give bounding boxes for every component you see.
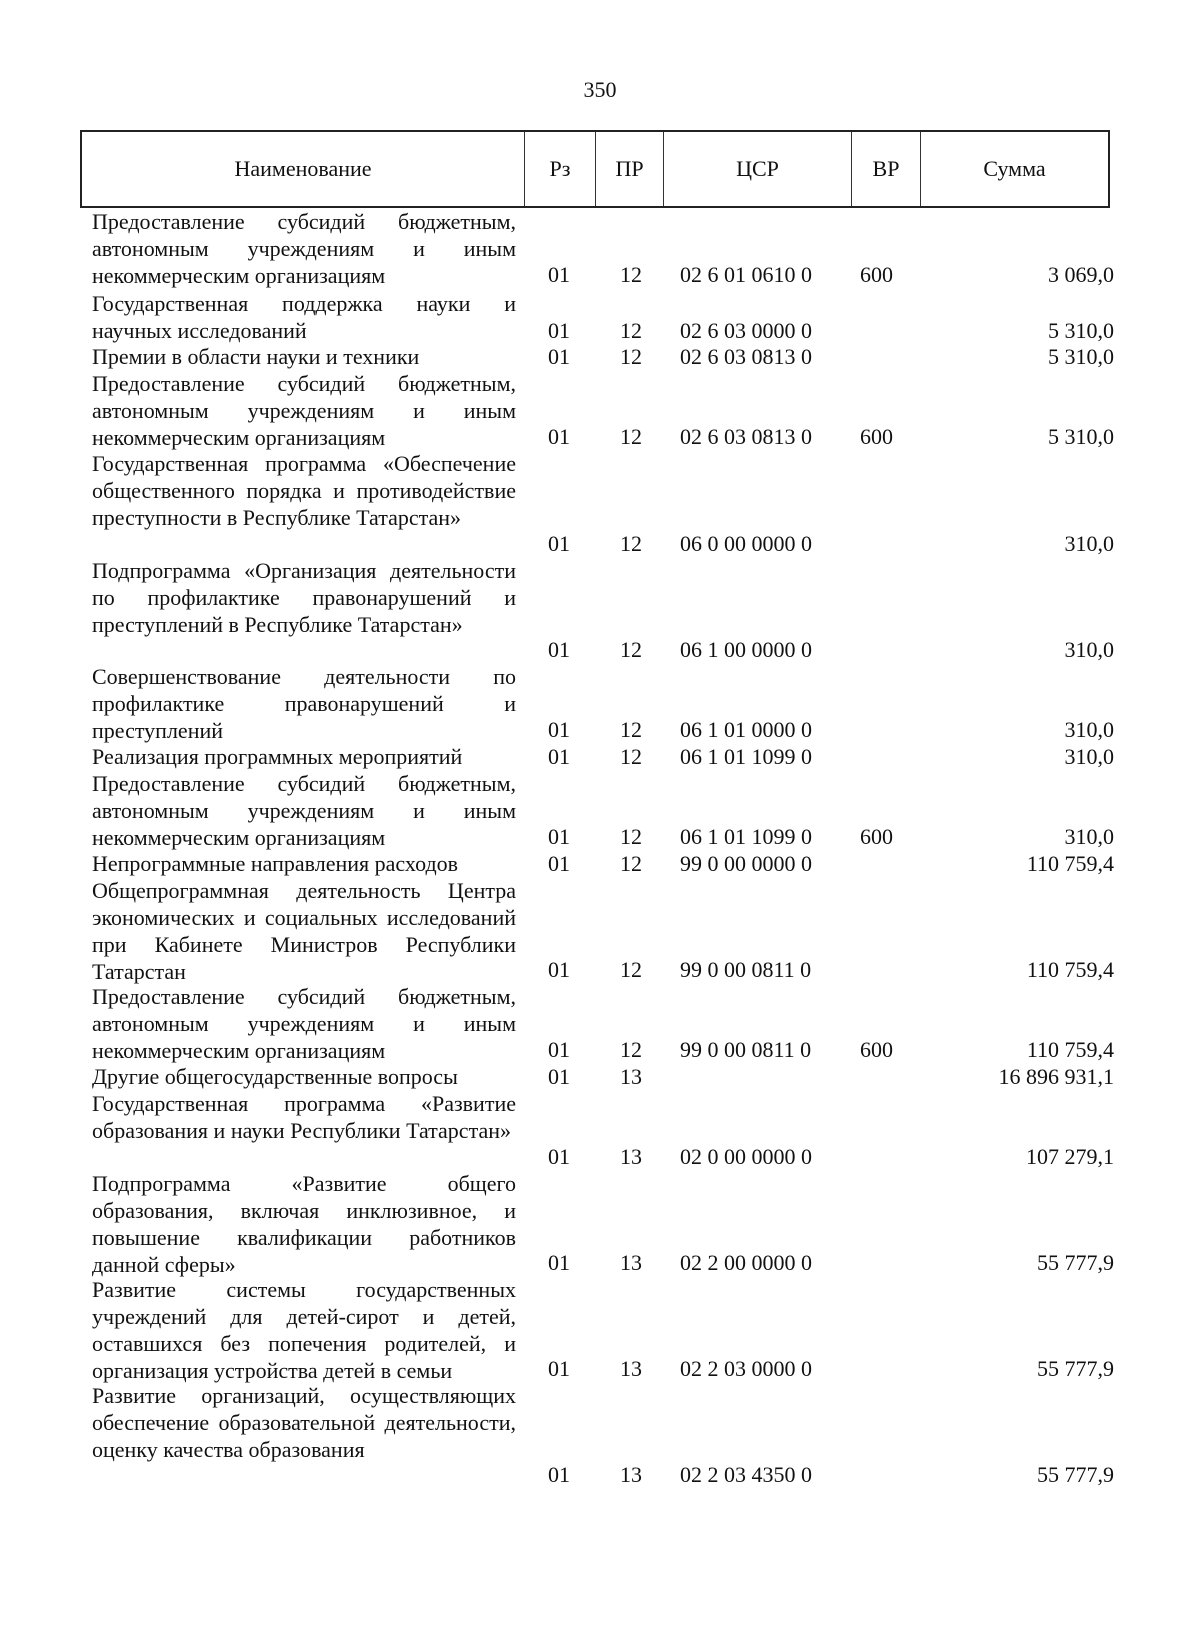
row-sum: 310,0 xyxy=(1064,531,1114,556)
table-row xyxy=(0,557,1200,663)
table-row xyxy=(0,743,1200,770)
table-row xyxy=(0,1276,1200,1382)
row-rz: 01 xyxy=(548,344,570,369)
row-sum: 55 777,9 xyxy=(1037,1462,1114,1487)
row-rz: 01 xyxy=(548,824,570,849)
row-rz: 01 xyxy=(548,1250,570,1275)
row-name: Государственная поддержка науки и научных исследований xyxy=(92,291,516,343)
table-row xyxy=(0,1063,1200,1090)
row-csr: 06 1 00 0000 0 xyxy=(680,637,812,662)
row-pr: 12 xyxy=(620,637,642,662)
row-csr: 02 6 03 0000 0 xyxy=(680,318,812,343)
row-sum: 5 310,0 xyxy=(1048,424,1114,449)
row-sum: 107 279,1 xyxy=(1026,1144,1114,1169)
row-sum: 5 310,0 xyxy=(1048,344,1114,369)
row-pr: 12 xyxy=(620,824,642,849)
table-row xyxy=(0,877,1200,983)
row-csr: 02 2 03 4350 0 xyxy=(680,1462,812,1487)
table-row xyxy=(0,290,1200,344)
row-pr: 12 xyxy=(620,717,642,742)
row-rz: 01 xyxy=(548,424,570,449)
header-vr: ВР xyxy=(852,132,921,206)
row-rz: 01 xyxy=(548,531,570,556)
row-sum: 16 896 931,1 xyxy=(998,1064,1114,1089)
row-rz: 01 xyxy=(548,1462,570,1487)
row-rz: 01 xyxy=(548,637,570,662)
row-pr: 12 xyxy=(620,262,642,287)
row-sum: 55 777,9 xyxy=(1037,1250,1114,1275)
row-csr: 99 0 00 0000 0 xyxy=(680,851,812,876)
row-vr: 600 xyxy=(860,262,893,287)
row-csr: 02 0 00 0000 0 xyxy=(680,1144,812,1169)
row-pr: 13 xyxy=(620,1250,642,1275)
row-csr: 02 2 00 0000 0 xyxy=(680,1250,812,1275)
row-csr: 06 1 01 1099 0 xyxy=(680,744,812,769)
row-pr: 12 xyxy=(620,424,642,449)
row-sum: 110 759,4 xyxy=(1026,957,1114,982)
row-csr: 02 6 01 0610 0 xyxy=(680,262,812,287)
row-name: Предоставление субсидий бюджетным, автономным учреждениям и иным некоммерческим организациям xyxy=(92,984,516,1063)
table-row xyxy=(0,1170,1200,1276)
row-rz: 01 xyxy=(548,1037,570,1062)
row-pr: 12 xyxy=(620,957,642,982)
row-csr: 06 0 00 0000 0 xyxy=(680,531,812,556)
row-rz: 01 xyxy=(548,851,570,876)
row-pr: 12 xyxy=(620,318,642,343)
row-name: Предоставление субсидий бюджетным, автономным учреждениям и иным некоммерческим организациям xyxy=(92,371,516,450)
row-name: Непрограммные направления расходов xyxy=(92,851,459,876)
table-row xyxy=(0,343,1200,370)
row-pr: 12 xyxy=(620,851,642,876)
row-name: Премии в области науки и техники xyxy=(92,344,420,369)
row-name: Предоставление субсидий бюджетным, автономным учреждениям и иным некоммерческим организациям xyxy=(92,771,516,850)
row-pr: 13 xyxy=(620,1064,642,1089)
row-rz: 01 xyxy=(548,717,570,742)
row-pr: 13 xyxy=(620,1144,642,1169)
row-csr: 06 1 01 1099 0 xyxy=(680,824,812,849)
row-name: Государственная программа «Обеспечение общественного порядка и противодействие преступности в Республике Татарстан» xyxy=(92,451,516,530)
table-row xyxy=(0,850,1200,877)
row-sum: 310,0 xyxy=(1064,744,1114,769)
row-name: Подпрограмма «Организация деятельности по профилактике правонарушений и преступлений в Республике Татарстан» xyxy=(92,558,516,637)
row-sum: 110 759,4 xyxy=(1026,1037,1114,1062)
row-pr: 13 xyxy=(620,1356,642,1381)
row-name: Предоставление субсидий бюджетным, автономным учреждениям и иным некоммерческим организациям xyxy=(92,209,516,288)
row-csr: 99 0 00 0811 0 xyxy=(680,1037,812,1062)
page-number: 350 xyxy=(583,77,617,102)
row-name: Общепрограммная деятельность Центра экономических и социальных исследований при Кабинете Министров Республики Татарстан xyxy=(92,878,516,984)
row-name: Другие общегосударственные вопросы xyxy=(92,1064,458,1089)
table-row xyxy=(0,450,1200,557)
row-vr: 600 xyxy=(860,1037,893,1062)
header-rz: Рз xyxy=(525,132,596,206)
row-name: Подпрограмма «Развитие общего образования, включая инклюзивное, и повышение квалификации работников данной сферы» xyxy=(92,1171,516,1277)
row-rz: 01 xyxy=(548,744,570,769)
row-vr: 600 xyxy=(860,424,893,449)
row-sum: 310,0 xyxy=(1064,637,1114,662)
row-csr: 02 6 03 0813 0 xyxy=(680,344,812,369)
header-pr: ПР xyxy=(596,132,664,206)
table-row xyxy=(0,983,1200,1063)
row-csr: 02 6 03 0813 0 xyxy=(680,424,812,449)
table-row xyxy=(0,1090,1200,1170)
row-csr: 99 0 00 0811 0 xyxy=(680,957,812,982)
row-sum: 310,0 xyxy=(1064,717,1114,742)
row-name: Совершенствование деятельности по профилактике правонарушений и преступлений xyxy=(92,664,516,743)
header-name: Наименование xyxy=(82,132,525,206)
row-pr: 12 xyxy=(620,344,642,369)
row-sum: 310,0 xyxy=(1064,824,1114,849)
row-pr: 12 xyxy=(620,744,642,769)
row-sum: 110 759,4 xyxy=(1026,851,1114,876)
row-csr: 06 1 01 0000 0 xyxy=(680,717,812,742)
row-pr: 12 xyxy=(620,1037,642,1062)
row-csr: 02 2 03 0000 0 xyxy=(680,1356,812,1381)
row-name: Развитие организаций, осуществляющих обеспечение образовательной деятельности, оценку качества образования xyxy=(92,1383,516,1462)
table-row xyxy=(0,770,1200,850)
table-row xyxy=(0,1382,1200,1488)
table-row xyxy=(0,370,1200,450)
row-rz: 01 xyxy=(548,318,570,343)
table-row xyxy=(0,663,1200,743)
row-sum: 3 069,0 xyxy=(1048,262,1114,287)
table-row xyxy=(0,208,1200,288)
header-sum: Сумма xyxy=(983,156,1046,181)
header-csr: ЦСР xyxy=(664,132,852,206)
row-name: Развитие системы государственных учреждений для детей-сирот и детей, оставшихся без попечения родителей, и организация устройства детей в семьи xyxy=(92,1277,516,1383)
row-rz: 01 xyxy=(548,957,570,982)
row-sum: 55 777,9 xyxy=(1037,1356,1114,1381)
row-vr: 600 xyxy=(860,824,893,849)
row-sum: 5 310,0 xyxy=(1048,318,1114,343)
row-name: Государственная программа «Развитие образования и науки Республики Татарстан» xyxy=(92,1091,516,1143)
row-rz: 01 xyxy=(548,1144,570,1169)
row-rz: 01 xyxy=(548,1356,570,1381)
row-pr: 12 xyxy=(620,531,642,556)
row-pr: 13 xyxy=(620,1462,642,1487)
row-rz: 01 xyxy=(548,262,570,287)
row-name: Реализация программных мероприятий xyxy=(92,744,463,769)
row-rz: 01 xyxy=(548,1064,570,1089)
